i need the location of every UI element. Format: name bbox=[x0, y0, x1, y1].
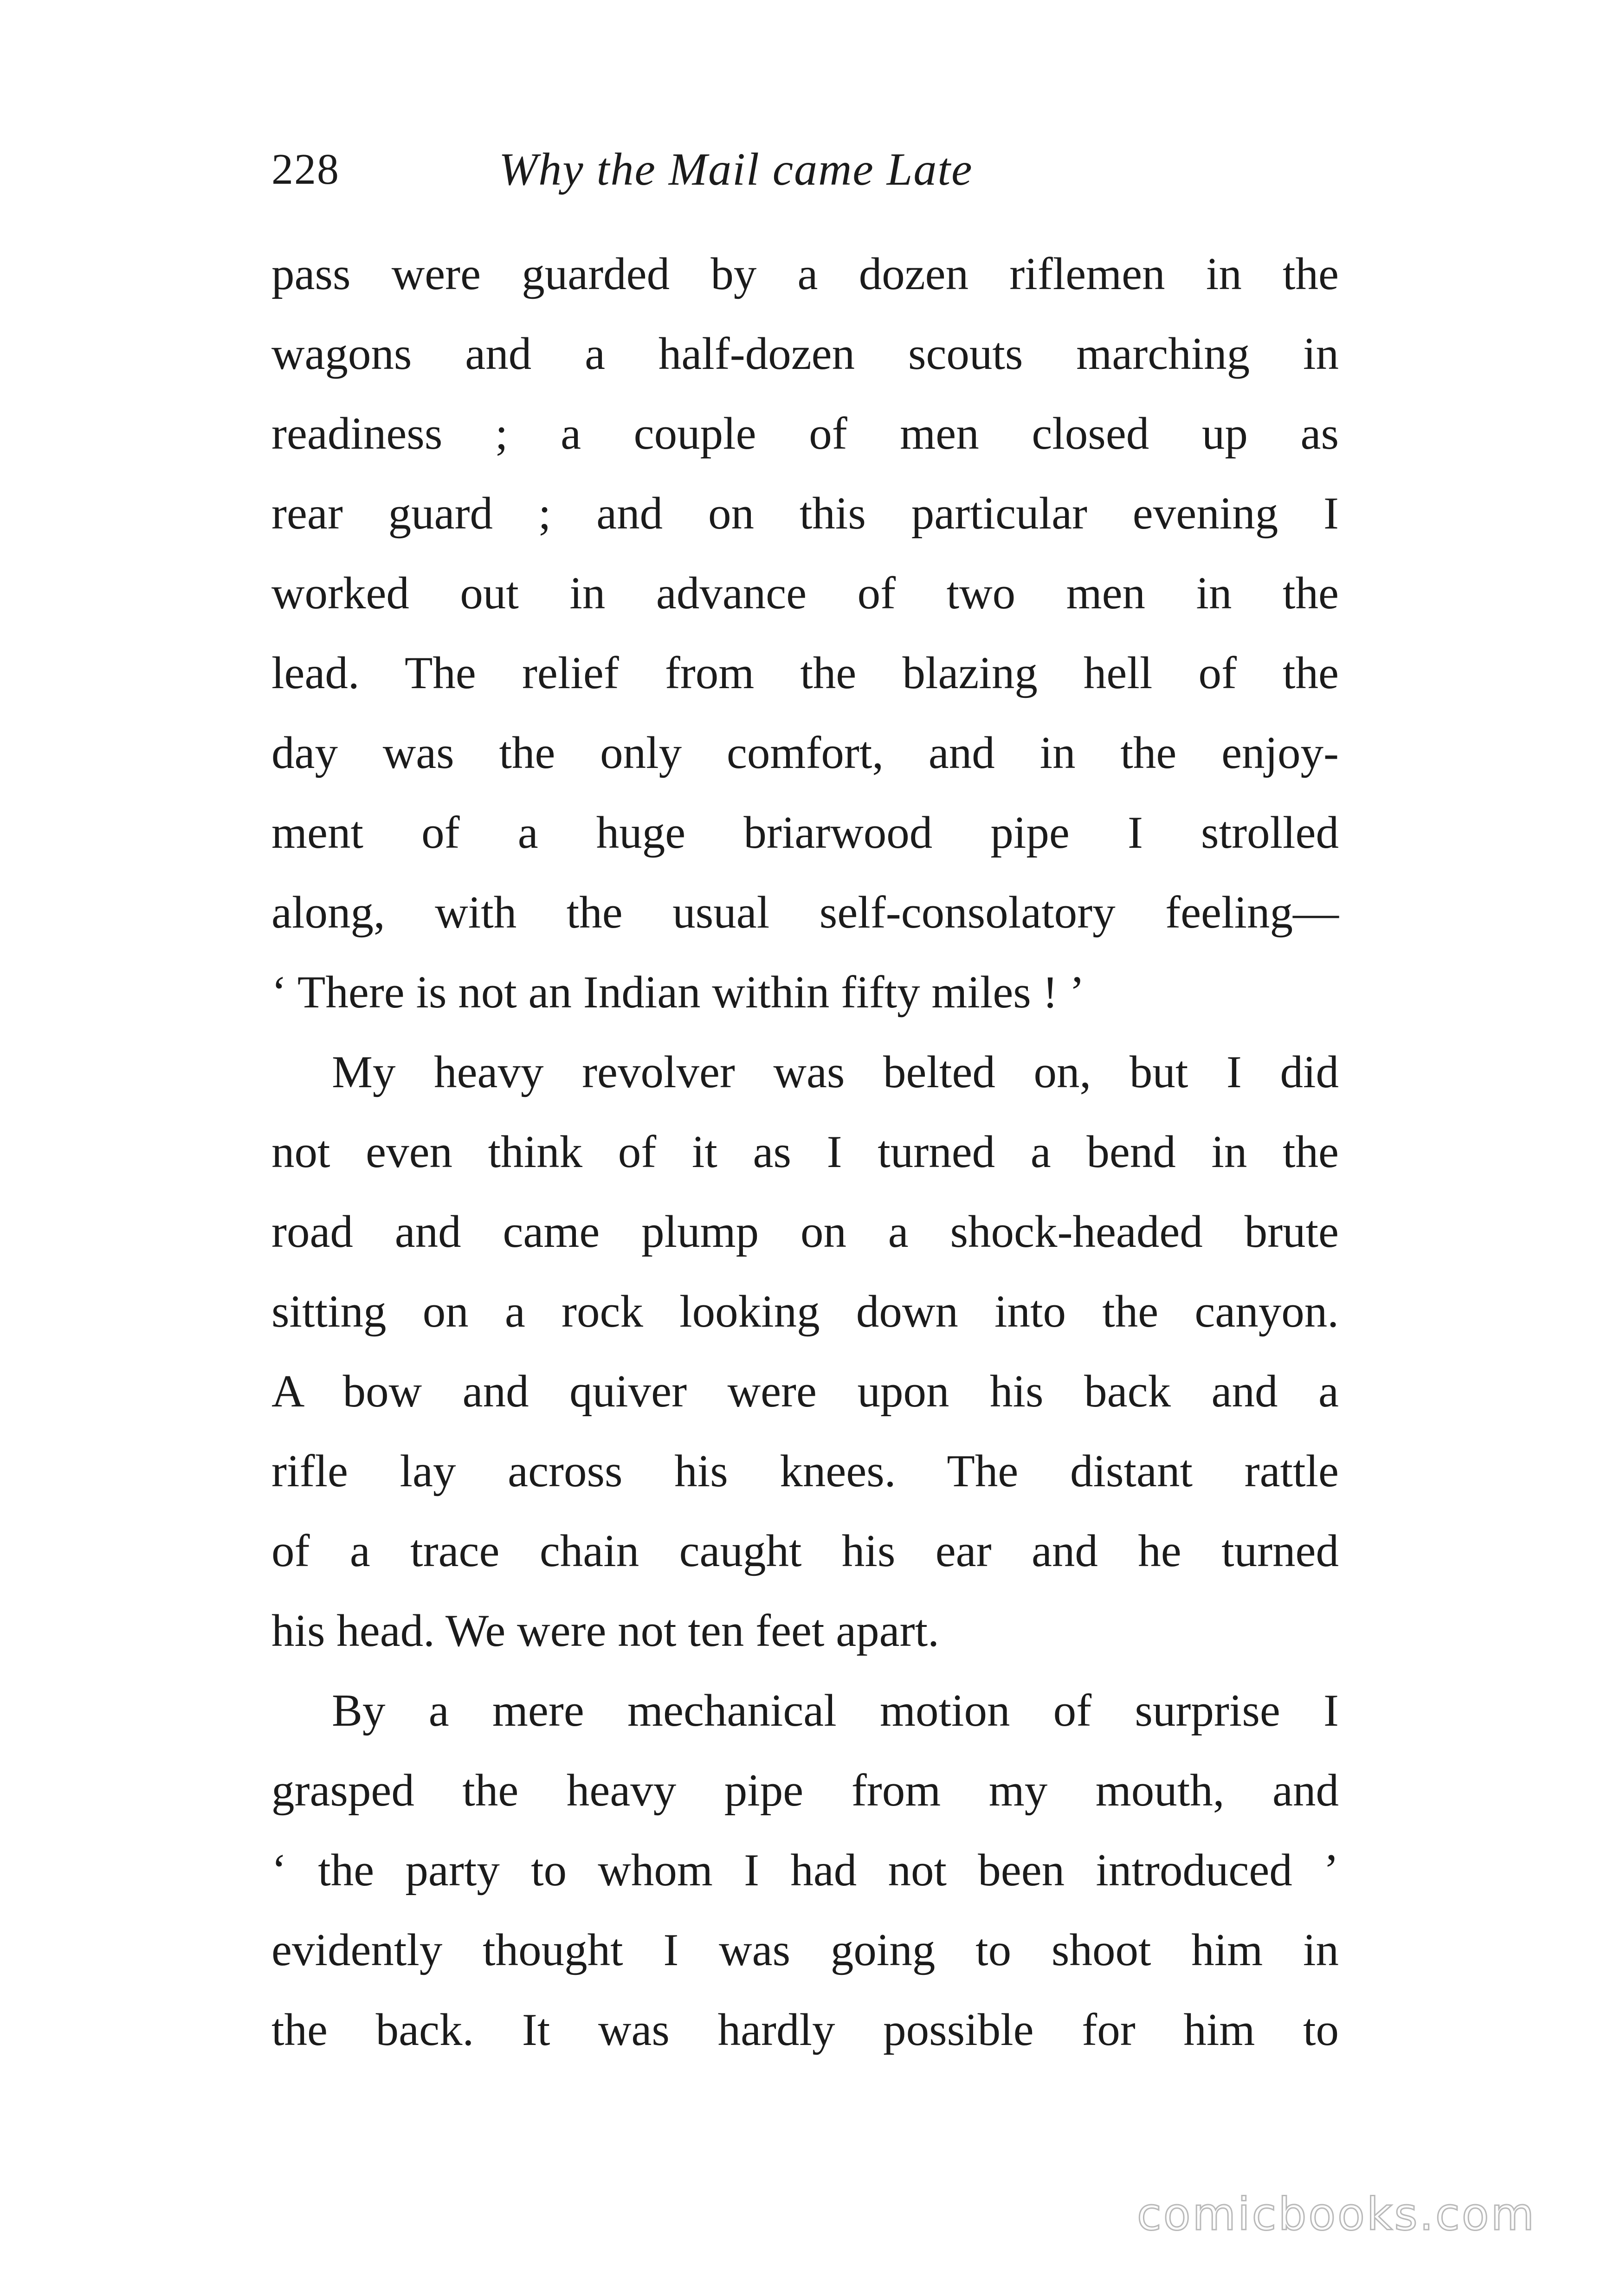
paragraph-first-line: My heavy revolver was belted on, but I did bbox=[332, 1047, 1339, 1097]
text-line: grasped the heavy pipe from my mouth, and bbox=[271, 1765, 1339, 1816]
text-line: of a trace chain caught his ear and he turned bbox=[271, 1526, 1339, 1576]
paragraph-first-line: By a mere mechanical motion of surprise I bbox=[332, 1685, 1339, 1736]
text-line: ‘ There is not an Indian within fifty miles ! ’ bbox=[271, 967, 1085, 1018]
text-line: A bow and quiver were upon his back and a bbox=[271, 1366, 1339, 1417]
text-line: day was the only comfort, and in the enjoy- bbox=[271, 728, 1339, 778]
watermark: comicbooks.com bbox=[1136, 2188, 1536, 2240]
text-line: worked out in advance of two men in the bbox=[271, 568, 1339, 619]
text-line: rifle lay across his knees. The distant rattle bbox=[271, 1446, 1339, 1496]
body-text bbox=[271, 234, 1339, 2070]
running-title: Why the Mail came Late bbox=[499, 143, 973, 195]
text-line: ment of a huge briarwood pipe I strolled bbox=[271, 807, 1339, 858]
text-line: not even think of it as I turned a bend in the bbox=[271, 1127, 1339, 1177]
running-head bbox=[271, 139, 1339, 200]
text-line: evidently thought I was going to shoot him in bbox=[271, 1925, 1339, 1975]
text-line: readiness ; a couple of men closed up as bbox=[271, 408, 1339, 459]
text-line: sitting on a rock looking down into the canyon. bbox=[271, 1286, 1339, 1337]
text-line: his head. We were not ten feet apart. bbox=[271, 1606, 939, 1656]
text-line: along, with the usual self-consolatory feeling— bbox=[271, 887, 1339, 938]
text-line: lead. The relief from the blazing hell of the bbox=[271, 648, 1339, 698]
text-line: ‘ the party to whom I had not been introduced ’ bbox=[271, 1845, 1339, 1896]
page-number: 228 bbox=[271, 145, 340, 193]
text-line: wagons and a half-dozen scouts marching in bbox=[271, 329, 1339, 379]
text-line: road and came plump on a shock-headed brute bbox=[271, 1206, 1339, 1257]
text-line: the back. It was hardly possible for him to bbox=[271, 2005, 1339, 2055]
text-line: pass were guarded by a dozen riflemen in the bbox=[271, 249, 1339, 299]
text-line: rear guard ; and on this particular evening I bbox=[271, 488, 1339, 539]
